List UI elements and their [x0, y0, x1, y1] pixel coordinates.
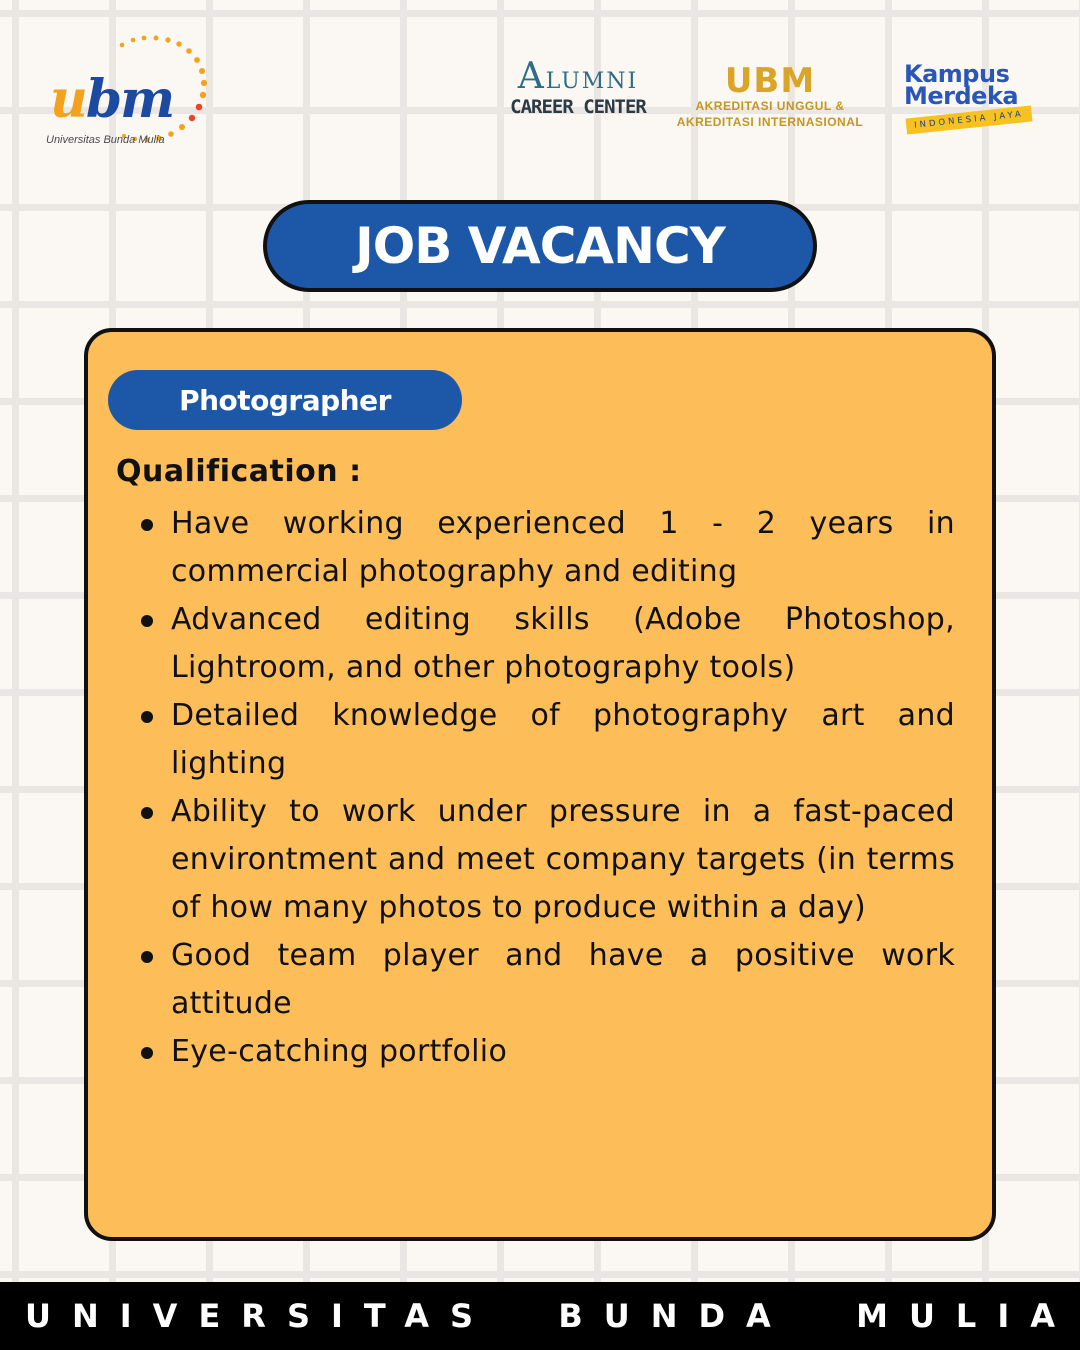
position-badge — [108, 370, 462, 430]
kampus-merdeka-line-2: Merdeka — [904, 82, 1019, 110]
ubm-logo-wordmark: ubm — [50, 69, 174, 130]
job-vacancy-banner — [263, 200, 817, 292]
footer-bar — [0, 1282, 1080, 1350]
qualification-item: Advanced editing skills (Adobe Photoshop, Lightroom, and other photography tools) — [171, 596, 955, 692]
alumni-wordmark: ALUMNI — [517, 56, 639, 97]
qualification-list — [171, 500, 955, 1076]
ubm-logo — [40, 30, 220, 155]
accreditation-line-2: AKREDITASI INTERNASIONAL — [676, 115, 864, 129]
accreditation-line-1: AKREDITASI UNGGUL & — [695, 99, 845, 113]
kampus-merdeka-logo — [900, 60, 1040, 138]
alumni-career-center-logo — [510, 56, 646, 118]
vacancy-card — [84, 328, 996, 1241]
career-center-wordmark: CAREER CENTER — [510, 96, 646, 118]
qualification-heading: Qualification : — [116, 454, 362, 489]
accreditation-title: UBM — [724, 61, 816, 101]
kampus-merdeka-tag: INDONESIA JAYA — [906, 105, 1033, 134]
qualification-item: Ability to work under pressure in a fast-paced environtment and meet company targets (in terms of how many photos to produce within a day) — [171, 788, 955, 932]
qualification-item: Eye-catching portfolio — [171, 1028, 955, 1076]
kampus-merdeka-line-1: Kampus — [904, 60, 1010, 88]
page-title: JOB VACANCY — [355, 217, 725, 275]
qualification-item: Have working experienced 1 - 2 years in commercial photography and editing — [171, 500, 955, 596]
accreditation-logo — [662, 61, 878, 130]
footer-university-name: UNIVERSITAS BUNDA MULIA — [25, 1297, 1076, 1335]
qualification-item: Detailed knowledge of photography art and lighting — [171, 692, 955, 788]
position-title: Photographer — [179, 383, 391, 417]
qualification-item: Good team player and have a positive work attitude — [171, 932, 955, 1028]
ubm-logo-subtitle: Universitas Bunda Mulia — [46, 134, 165, 146]
